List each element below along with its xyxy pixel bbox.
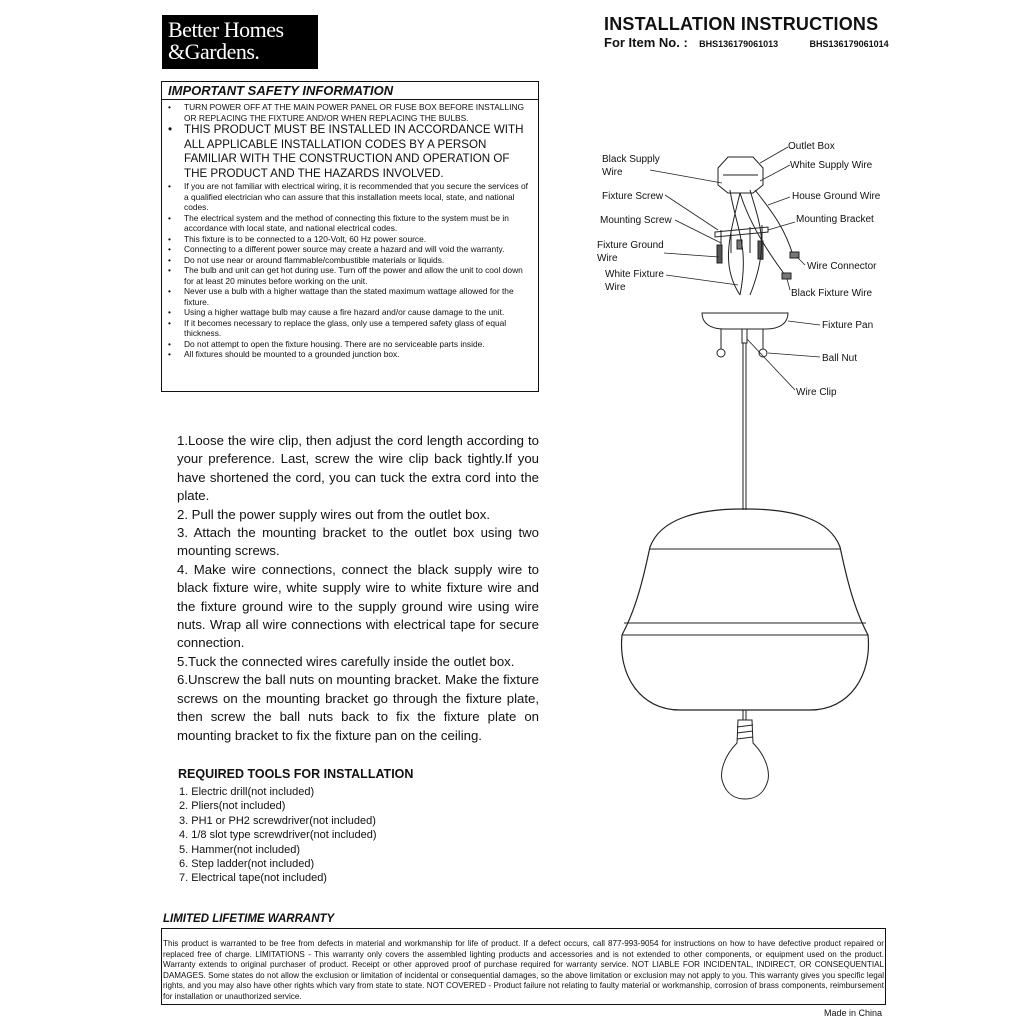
label-outlet-box: Outlet Box [788, 141, 835, 152]
label-ball-nut: Ball Nut [822, 353, 858, 364]
tool-item: 7. Electrical tape(not included) [179, 872, 327, 885]
safety-item: • THIS PRODUCT MUST BE INSTALLED IN ACCORDANCE WITH ALL APPLICABLE INSTALLATION CODES BY A PERSON FAMILIAR WITH THE CONSTRUCTION AND OPERATION OF THE PRODUCT AND THE HAZARDS INVOLVED. [168, 123, 534, 181]
label-black-fixture-wire: Black Fixture Wire [791, 288, 873, 299]
label-house-ground-wire: House Ground Wire [792, 191, 881, 202]
logo-line-2: &Gardens. [168, 39, 260, 64]
item-number-label: For Item No. : [604, 35, 688, 50]
safety-item: • Do not use near or around flammable/combustible materials or liquids. [168, 255, 534, 266]
safety-item: • The bulb and unit can get hot during use. Turn off the power and allow the unit to cool down for at least 20 minutes before working on the unit. [168, 265, 534, 286]
item-number-1: BHS136179061013 [699, 39, 779, 49]
step-2: 2. Pull the power supply wires out from the outlet box. [177, 506, 490, 522]
safety-item: • Using a higher wattage bulb may cause a fire hazard and/or cause damage to the unit. [168, 307, 534, 318]
label-wire-clip: Wire Clip [796, 387, 837, 398]
safety-list [162, 102, 538, 360]
label-fixture-ground-wire: Fixture Ground Wire [597, 240, 664, 264]
tool-item: 4. 1/8 slot type screwdriver(not included) [179, 829, 377, 842]
safety-information-box [161, 81, 539, 392]
tool-item: 3. PH1 or PH2 screwdriver(not included) [179, 814, 376, 827]
label-black-supply-wire [602, 153, 660, 179]
tool-item: 5. Hammer(not included) [179, 843, 301, 856]
label-fixture-pan: Fixture Pan [822, 320, 874, 331]
safety-item: • TURN POWER OFF AT THE MAIN POWER PANEL OR FUSE BOX BEFORE INSTALLING OR REPLACING THE FIXTURE AND/OR WHEN REPLACING THE BULBS. [168, 102, 534, 123]
step-6: 6.Unscrew the ball nuts on mounting bracket. Make the fixture screws on the mounting bracket go through the fixture plate, then screw the ball nuts back to fix the fixture plate on mounting bracket to fix the fixture pan on the ceiling. [177, 672, 539, 743]
warranty-text: This product is warranted to be free from defects in material and workmanship for life of product. If a defect occurs, call 877-993-9054 for instructions on how to have defective product repaired or replaced free of charge. LIMITATIONS - This warranty only covers the assembled lighting products and accessories and is not extended to other components, or equipment used on the product. Warranty extends to original purchaser of product. Receipt or other approved proof of purchase required for warranty service. NOT LIABLE FOR INCIDENTAL, INDIRECT, OR CONSEQUENTIAL DAMAGES. Some states do not allow the exclusion or limitation of incidental or consequential damages, so the above limitation or exclusion may not apply to you. This warranty gives you specific legal rights, and you may also have other rights which vary from state to state. NOT COVERED - Product failure not relating to faulty material or workmanship, corrosion of brass components, reimbursement for installation or unauthorized service. [163, 939, 884, 1001]
label-wire-connector: Wire Connector [807, 261, 877, 272]
fixture-pan-shape [702, 313, 788, 329]
safety-item: • If it becomes necessary to replace the glass, only use a tempered safety glass of equal thickness. [168, 318, 534, 339]
origin-note: Made in China [824, 1008, 883, 1018]
safety-item: • This fixture is to be connected to a 120-Volt, 60 Hz power source. [168, 234, 534, 245]
label-fixture-screw: Fixture Screw [602, 191, 664, 202]
label-mounting-screw: Mounting Screw [600, 215, 672, 226]
step-3: 3. Attach the mounting bracket to the outlet box using two mounting screws. [177, 525, 539, 559]
logo-line-1: Better Homes [168, 17, 284, 42]
brand-logo [162, 15, 318, 69]
page-title: INSTALLATION INSTRUCTIONS [604, 14, 879, 34]
installation-steps [177, 432, 539, 745]
item-number-2: BHS136179061014 [809, 39, 889, 49]
safety-item: • All fixtures should be mounted to a grounded junction box. [168, 349, 534, 360]
tool-item: 1. Electric drill(not included) [179, 786, 315, 798]
safety-item: • Do not attempt to open the fixture housing. There are no serviceable parts inside. [168, 339, 534, 350]
warranty-box [161, 928, 886, 1005]
item-number-row [604, 35, 889, 50]
step-4: 4. Make wire connections, connect the black supply wire to black fixture wire, white supply wire to white fixture wire and the fixture ground wire to the supply ground wire using wire nuts. Wrap all wire connections with electrical tape for secure connection. [177, 561, 539, 651]
step-5: 5.Tuck the connected wires carefully inside the outlet box. [177, 653, 515, 669]
fixture-diagram [590, 135, 890, 815]
label-black-supply-wire-text: Black Supply Wire [602, 154, 660, 178]
label-mounting-bracket: Mounting Bracket [796, 214, 874, 225]
safety-item: • Connecting to a different power source may create a hazard and will void the warranty. [168, 244, 534, 255]
tool-item: 6. Step ladder(not included) [179, 858, 315, 871]
step-1: 1.Loose the wire clip, then adjust the cord length according to your preference. Last, screw the wire clip back tightly.If you have shortened the cord, you can tuck the extra cord into the plate. [177, 433, 539, 504]
safety-item: • The electrical system and the method of connecting this fixture to the system must be in accordance with local state, and national electrical codes. [168, 213, 534, 234]
shade-shape [622, 509, 869, 710]
warranty-heading: LIMITED LIFETIME WARRANTY [163, 913, 335, 925]
label-white-supply-wire: White Supply Wire [790, 160, 873, 171]
safety-item: • If you are not familiar with electrical wiring, it is recommended that you secure the services of a qualified electrician who can assure that this installation meets local, state, and national codes. [168, 181, 534, 213]
tools-list [179, 785, 376, 886]
tools-heading: REQUIRED TOOLS FOR INSTALLATION [178, 767, 414, 781]
safety-item: • Never use a bulb with a higher wattage than the stated maximum wattage allowed for the fixture. [168, 286, 534, 307]
safety-heading: IMPORTANT SAFETY INFORMATION [162, 82, 538, 100]
tool-item: 2. Pliers(not included) [179, 800, 286, 813]
label-white-fixture-wire: White Fixture Wire [605, 269, 664, 293]
